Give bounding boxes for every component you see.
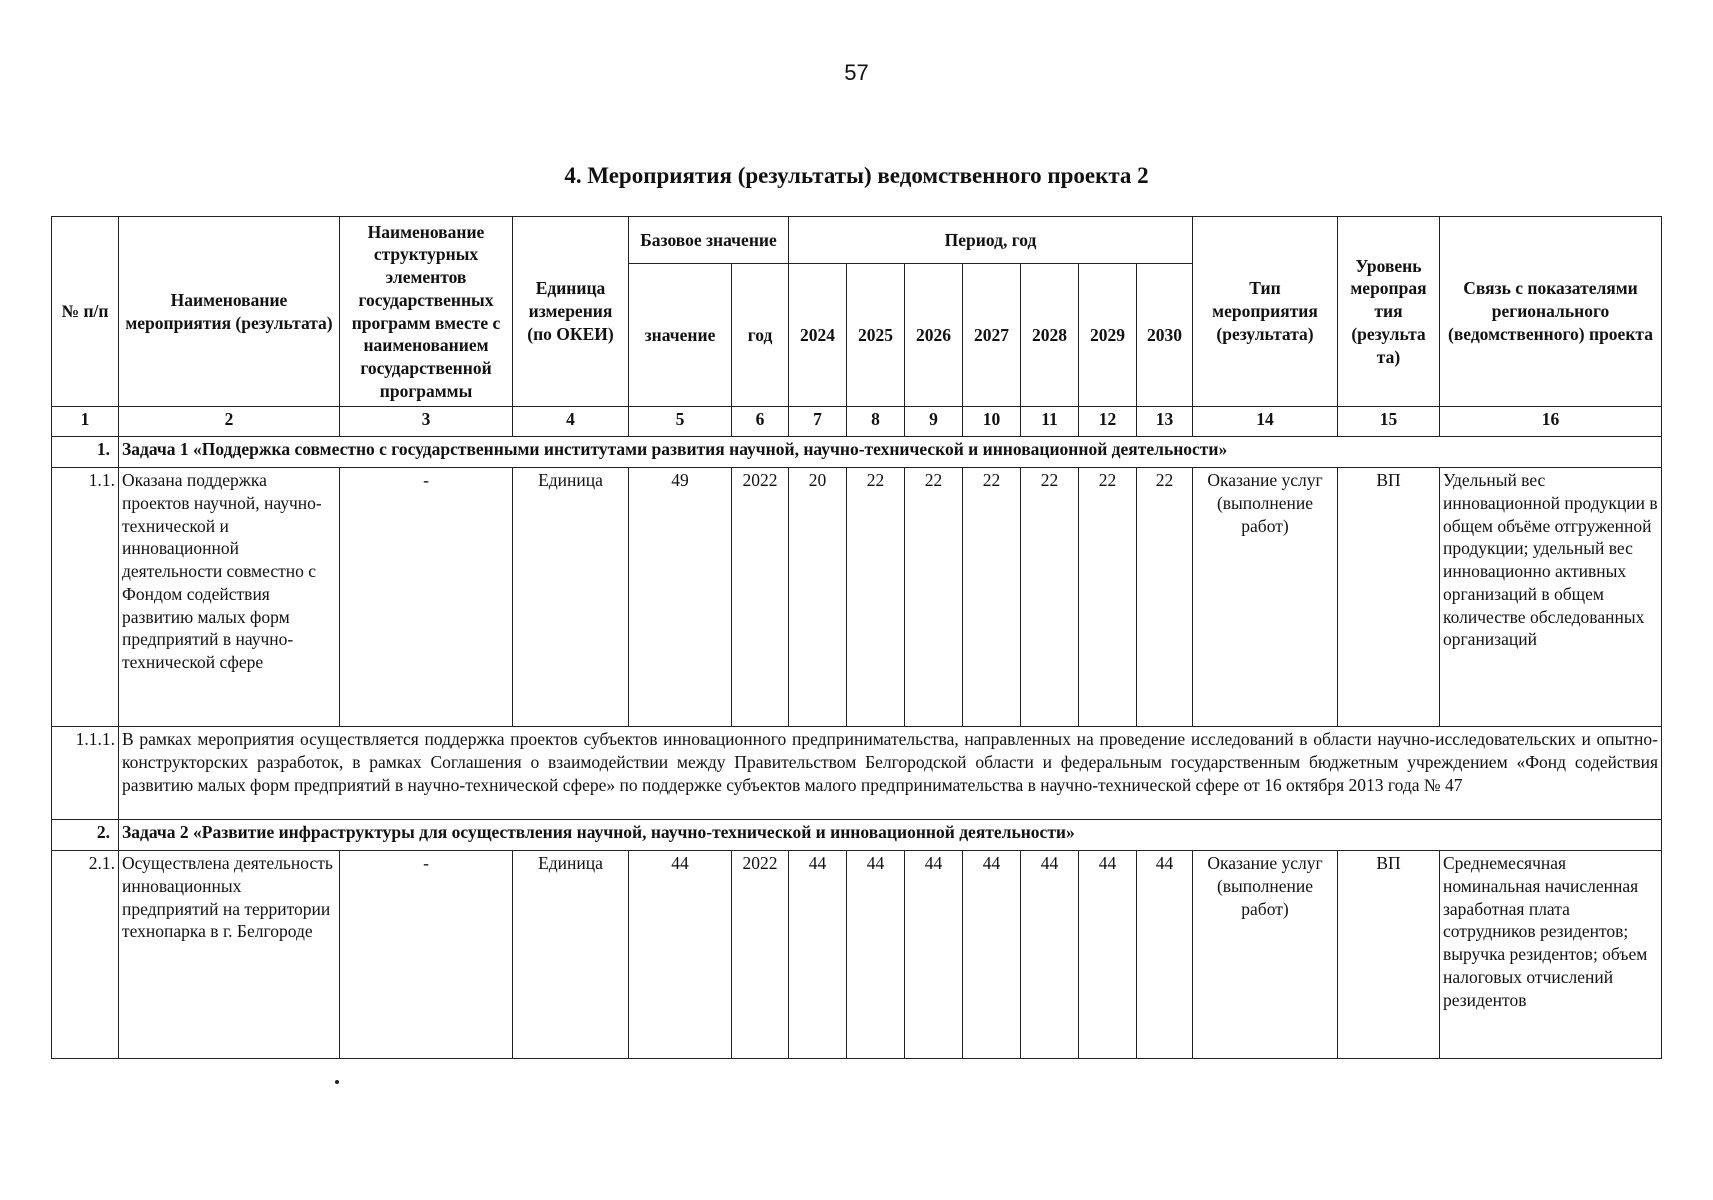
header-year: 2025 <box>847 264 905 407</box>
base-year: 2022 <box>732 851 789 1059</box>
row-number: 2.1. <box>52 851 119 1059</box>
header-year: 2030 <box>1137 264 1193 407</box>
year-value: 44 <box>963 851 1021 1059</box>
year-value: 44 <box>905 851 963 1059</box>
measures-table <box>51 216 1662 1059</box>
column-number: 9 <box>905 407 963 437</box>
header-year: 2024 <box>789 264 847 407</box>
row-number: 1.1. <box>52 468 119 727</box>
year-value: 44 <box>847 851 905 1059</box>
column-number: 14 <box>1193 407 1338 437</box>
measure-level: ВП <box>1338 468 1440 727</box>
measure-name: Осуществлена деятельность инновационных предприятий на территории технопарка в г. Белгороде <box>119 851 340 1059</box>
column-number: 7 <box>789 407 847 437</box>
measure-description: В рамках мероприятия осуществляется поддержка проектов субъектов инновационного предпринимательства, направленных на проведение исследований в области научно-исследовательских и опытно-конструкторских разработок, в рамках Соглашения о взаимодействии между Правительством Белгородской области и федеральным государственным бюджетным учреждением «Фонд содействия развитию малых форм предприятий в научно-технической сфере» по поддержке субъектов малого предпринимательства в научно-технической сфере от 16 октября 2013 года № 47 <box>119 727 1662 820</box>
description-row <box>52 727 1662 820</box>
base-value: 44 <box>629 851 732 1059</box>
scan-mark <box>335 1080 339 1084</box>
unit: Единица <box>513 851 629 1059</box>
header-base: Базовое значение <box>629 217 789 264</box>
column-number: 12 <box>1079 407 1137 437</box>
header-period: Период, год <box>789 217 1193 264</box>
year-value: 44 <box>1021 851 1079 1059</box>
year-value: 22 <box>963 468 1021 727</box>
base-year: 2022 <box>732 468 789 727</box>
header-level: Уровень меропрая тия (результа та) <box>1338 217 1440 407</box>
base-value: 49 <box>629 468 732 727</box>
column-number: 10 <box>963 407 1021 437</box>
measure-name: Оказана поддержка проектов научной, научно-технической и инновационной деятельности совместно с Фондом содействия развитию малых форм предприятий в научно-технической сфере <box>119 468 340 727</box>
year-value: 44 <box>1079 851 1137 1059</box>
indicator-link: Удельный вес инновационной продукции в общем объёме отгруженной продукции; удельный вес инновационно активных организаций в общем количестве обследованных организаций <box>1440 468 1662 727</box>
header-name: Наименование мероприятия (результата) <box>119 217 340 407</box>
header-row-top <box>52 217 1662 264</box>
year-value: 22 <box>1079 468 1137 727</box>
header-base-value: значение <box>629 264 732 407</box>
page-number: 57 <box>844 60 869 85</box>
row-number: 2. <box>52 820 119 851</box>
task-row <box>52 437 1662 468</box>
year-value: 22 <box>1137 468 1193 727</box>
row-number: 1. <box>52 437 119 468</box>
column-number: 1 <box>52 407 119 437</box>
measure-type: Оказание услуг (выполнение работ) <box>1193 468 1338 727</box>
measure-type: Оказание услуг (выполнение работ) <box>1193 851 1338 1059</box>
table-row <box>52 468 1662 727</box>
measure-level: ВП <box>1338 851 1440 1059</box>
year-value: 22 <box>905 468 963 727</box>
column-number: 15 <box>1338 407 1440 437</box>
page-title: 4. Мероприятия (результаты) ведомственного проекта 2 <box>564 163 1149 188</box>
task-row <box>52 820 1662 851</box>
column-number: 13 <box>1137 407 1193 437</box>
header-num: № п/п <box>52 217 119 407</box>
header-unit: Единица измерения (по ОКЕИ) <box>513 217 629 407</box>
header-link: Связь с показателями регионального (ведомственного) проекта <box>1440 217 1662 407</box>
task-title: Задача 2 «Развитие инфраструктуры для осуществления научной, научно-технической и инновационной деятельности» <box>119 820 1662 851</box>
header-year: 2026 <box>905 264 963 407</box>
column-number: 16 <box>1440 407 1662 437</box>
column-number: 4 <box>513 407 629 437</box>
year-value: 20 <box>789 468 847 727</box>
column-number: 5 <box>629 407 732 437</box>
header-type: Тип мероприятия (результата) <box>1193 217 1338 407</box>
header-base-year: год <box>732 264 789 407</box>
year-value: 22 <box>847 468 905 727</box>
year-value: 22 <box>1021 468 1079 727</box>
header-year: 2028 <box>1021 264 1079 407</box>
header-year: 2027 <box>963 264 1021 407</box>
column-numbers-row <box>52 407 1662 437</box>
year-value: 44 <box>789 851 847 1059</box>
structural-element: - <box>340 468 513 727</box>
table-row <box>52 851 1662 1059</box>
unit: Единица <box>513 468 629 727</box>
column-number: 3 <box>340 407 513 437</box>
header-structural-elements: Наименование структурных элементов государственных программ вместе с наименованием государственной программы <box>340 217 513 407</box>
year-value: 44 <box>1137 851 1193 1059</box>
indicator-link: Среднемесячная номинальная начисленная заработная плата сотрудников резидентов; выручка резидентов; объем налоговых отчислений резидентов <box>1440 851 1662 1059</box>
task-title: Задача 1 «Поддержка совместно с государственными институтами развития научной, научно-технической и инновационной деятельности» <box>119 437 1662 468</box>
header-year: 2029 <box>1079 264 1137 407</box>
column-number: 11 <box>1021 407 1079 437</box>
row-number: 1.1.1. <box>52 727 119 820</box>
column-number: 8 <box>847 407 905 437</box>
structural-element: - <box>340 851 513 1059</box>
column-number: 6 <box>732 407 789 437</box>
column-number: 2 <box>119 407 340 437</box>
